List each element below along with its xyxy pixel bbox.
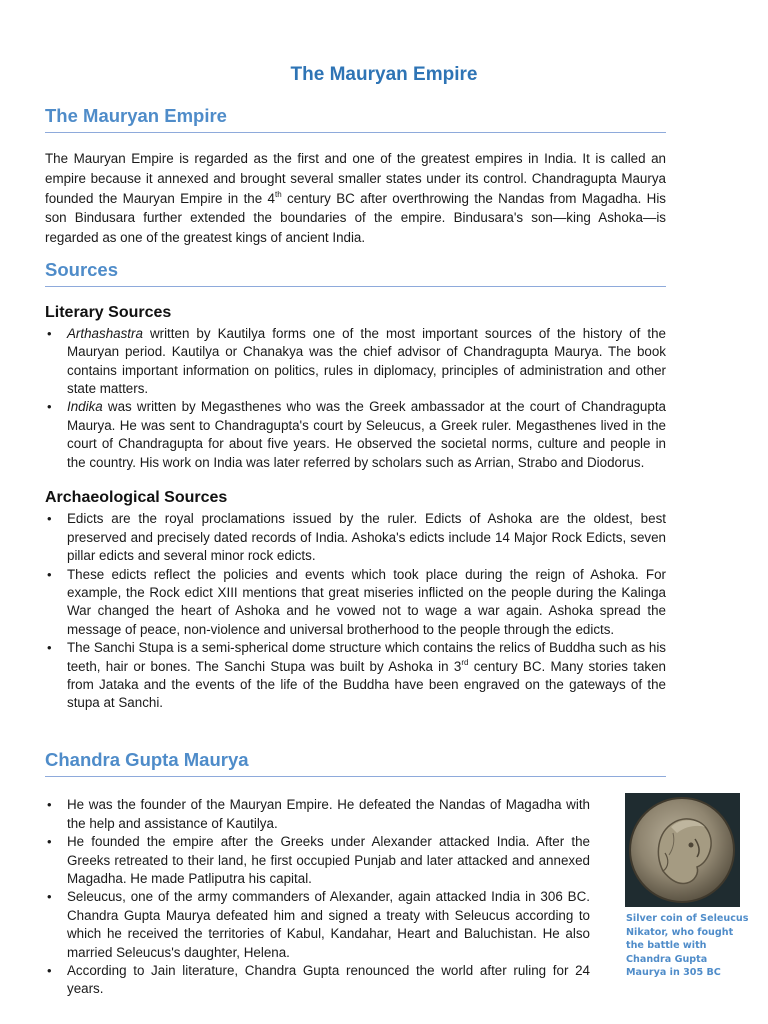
- intro-paragraph: The Mauryan Empire is regarded as the first and one of the greatest empires in India. It is called an empire because it annexed and brought several smaller states under its control. Chandragupta Maurya founded the Mauryan Empire in the 4th century BC after overthrowing the Nandas from Magadha. His son Bindusara further extended the boundaries of the empire. Bindusara's son—king Ashoka—is regarded as one of the greatest kings of ancient India.: [45, 151, 666, 245]
- section-intro: [45, 106, 666, 247]
- list-item: • Seleucus, one of the army commanders of Alexander, again attacked India in 306 BC. Chandra Gupta Maurya defeated him and signed a treaty with Seleucus according to which he received the territories of Kabul, Kandahar, Heart and Baluchistan. He also married Seleucus's daughter, Helena.: [45, 888, 590, 962]
- list-item: • He was the founder of the Mauryan Empire. He defeated the Nandas of Magadha with the help and assistance of Kautilya.: [45, 796, 590, 833]
- section-heading-chandragupta: Chandra Gupta Maurya: [45, 750, 666, 777]
- coin-caption: Silver coin of Seleucus Nikator, who fought the battle with Chandra Gupta Maurya in 305 BC: [626, 913, 749, 979]
- chandragupta-list: [45, 796, 590, 998]
- list-item: • These edicts reflect the policies and events which took place during the reign of Ashoka. For example, the Rock edict XIII mentions that great miseries inflicted on the people during the Kalinga War changed the heart of Ashoka and he vowed not to wage a war again. Ashoka spread the message of peace, non-violence and universal brotherhood to the people through the edicts.: [45, 566, 666, 640]
- section-sources: [45, 260, 666, 713]
- literary-sources-list: [45, 325, 666, 472]
- section-chandragupta: [45, 750, 666, 999]
- seleucus-coin-image: [625, 793, 740, 907]
- list-item: • Edicts are the royal proclamations issued by the ruler. Edicts of Ashoka are the oldest, best preserved and precisely dated records of India. Ashoka's edicts include 14 Major Rock Edicts, seven pillar edicts and several minor rock edicts.: [45, 510, 666, 565]
- section-heading-sources: Sources: [45, 260, 666, 287]
- section-heading-intro: The Mauryan Empire: [45, 106, 666, 133]
- list-item: • He founded the empire after the Greeks under Alexander attacked India. After the Greeks retreated to their land, he first occupied Punjab and later attacked and annexed Magadha. He made Patliputra his capital.: [45, 833, 590, 888]
- coin-illustration: [625, 793, 740, 907]
- subheading-archaeological-sources: Archaeological Sources: [45, 488, 228, 506]
- list-item: • According to Jain literature, Chandra Gupta renounced the world after ruling for 24 years.: [45, 962, 590, 999]
- list-item: • Indika was written by Megasthenes who was the Greek ambassador at the court of Chandragupta Maurya. He was sent to Chandragupta's court by Seleucus, a Greek ruler. Megasthenes lived in the court of Chandragupta for about five years. He observed the societal norms, culture and people in the country. His work on India was later referred by scholars such as Arrian, Strabo and Diodorus.: [45, 398, 666, 472]
- subheading-literary-sources: Literary Sources: [45, 304, 172, 322]
- archaeological-sources-list: [45, 510, 666, 712]
- document-title: The Mauryan Empire: [290, 64, 478, 85]
- list-item: • The Sanchi Stupa is a semi-spherical dome structure which contains the relics of Buddha such as his teeth, hair or bones. The Sanchi Stupa was built by Ashoka in 3rd century BC. Many stories taken from Jataka and the events of the life of the Buddha have been engraved on the gateways of the stupa at Sanchi.: [45, 639, 666, 713]
- list-item: • Arthashastra written by Kautilya forms one of the most important sources of the history of the Mauryan period. Kautilya or Chanakya was the chief advisor of Chandragupta Maurya. The book contains important information on politics, rules in diplomacy, principles of administration and other state matters.: [45, 325, 666, 399]
